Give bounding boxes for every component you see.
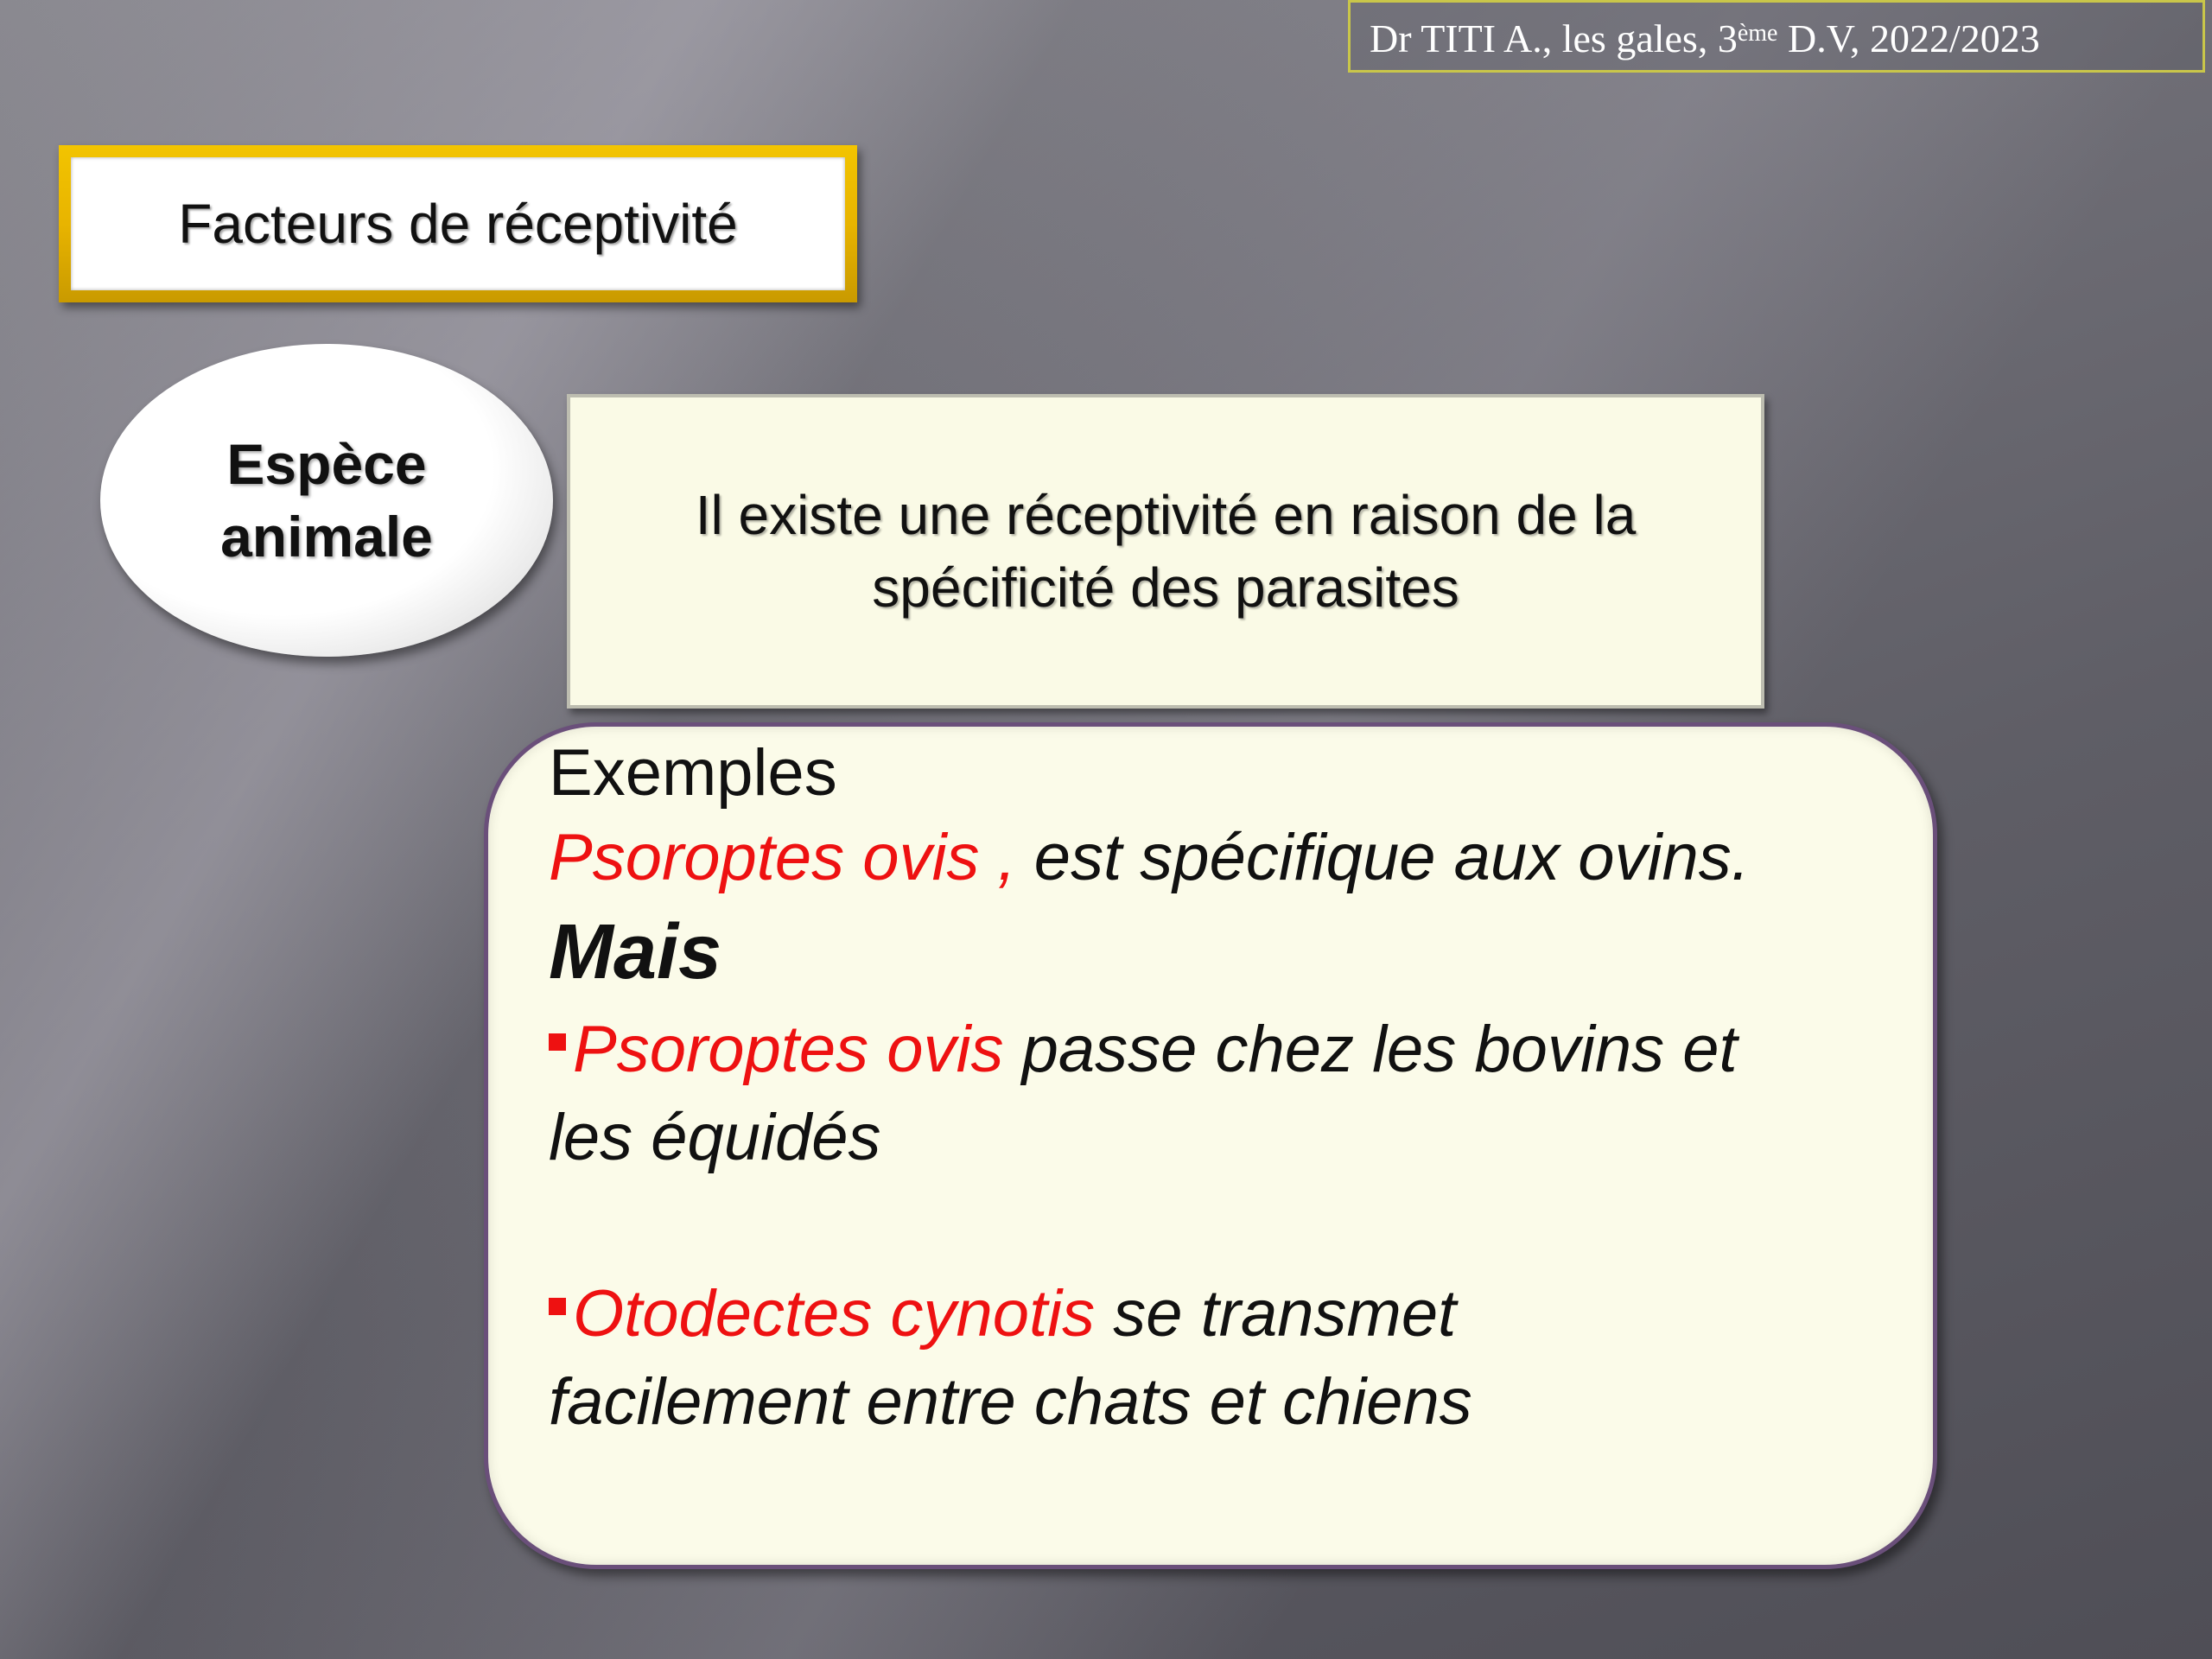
mais-label: Mais bbox=[549, 909, 722, 995]
factor-ellipse bbox=[100, 344, 553, 657]
example-item-2-continued: facilement entre chats et chiens bbox=[549, 1365, 1472, 1439]
example-item-1 bbox=[549, 1012, 1738, 1087]
example-line-1 bbox=[549, 820, 1750, 895]
citation-suffix: D.V, 2022/2023 bbox=[1777, 16, 2040, 60]
species-name: Psoroptes ovis , bbox=[549, 821, 1016, 894]
example-text: est spécifique aux ovins. bbox=[1015, 821, 1750, 894]
examples-heading: Exemples bbox=[549, 736, 837, 810]
example-item-1-continued: les équidés bbox=[549, 1101, 881, 1174]
factor-label: Espèce animale bbox=[220, 432, 433, 569]
citation-superscript: ème bbox=[1737, 20, 1778, 47]
citation-header bbox=[1348, 0, 2205, 73]
example-text: se transmet bbox=[1095, 1277, 1457, 1351]
examples-box bbox=[484, 722, 1937, 1569]
description-box bbox=[567, 394, 1764, 709]
citation-prefix: Dr TITI A., les gales, 3 bbox=[1370, 16, 1738, 60]
example-item-2 bbox=[549, 1276, 1456, 1351]
bullet-icon bbox=[549, 1033, 566, 1051]
species-name: Otodectes cynotis bbox=[573, 1277, 1096, 1351]
example-text: passe chez les bovins et bbox=[1003, 1013, 1738, 1086]
title-inner bbox=[71, 157, 845, 290]
title-box bbox=[59, 145, 857, 302]
description-text: Il existe une réceptivité en raison de la spécificité des parasites bbox=[695, 484, 1637, 619]
slide-title: Facteurs de réceptivité bbox=[178, 193, 738, 255]
bullet-icon bbox=[549, 1298, 566, 1315]
species-name: Psoroptes ovis bbox=[573, 1013, 1004, 1086]
